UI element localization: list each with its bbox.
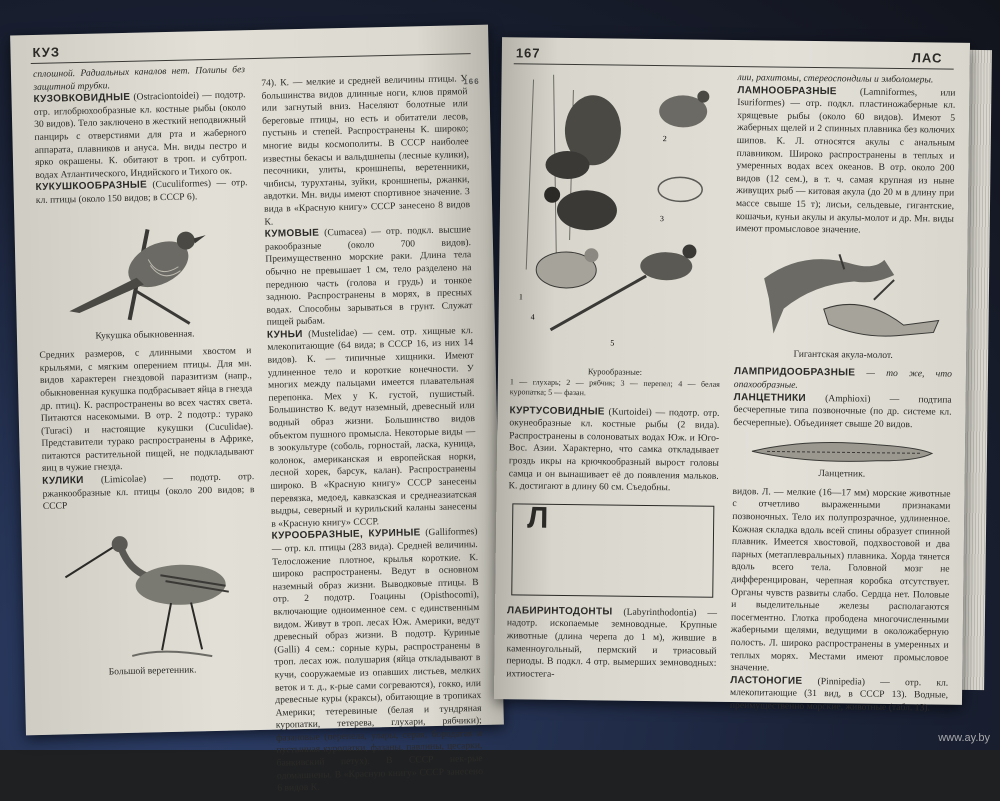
entry-headword: КУРООБРАЗНЫЕ, КУРИНЫЕ <box>271 527 421 543</box>
entry-headword: КУРТУСОВИДНЫЕ <box>509 404 605 418</box>
entry-text: — надотр. ископаемые земноводные. Крупные животные (длина черепа до 1 м), жившие в каменноугольный, пермский и триасовый периоды. В подкл. 4 отр. вымерших земноводных: ихтиостега- <box>506 607 718 680</box>
entry-headword: КУКУШКООБРАЗНЫЕ <box>35 179 148 194</box>
left-page-number: 166 <box>463 76 480 87</box>
right-page-number: 167 <box>515 45 541 61</box>
entry-text: лии, рахитомы, стереоспондилы и эмболомеры. <box>737 72 934 86</box>
left-column-1 <box>33 64 259 680</box>
right-running-head: ЛАС <box>911 50 943 66</box>
figure-caption: Ланцетник. <box>818 468 866 480</box>
right-head-rule <box>514 63 954 69</box>
right-column-2 <box>730 72 956 715</box>
entry-text: — подотр. отр. окунеобразные кл. костные рыбы (2 вида). Распространены в солоноватых водах Юж. и Юго-Вос. Азии. Характерно, что самка откладывает гроздь икры на крючкообразный вырост головы самца и он вынашивает её до появления мальков. К. достигают в длину 60 см. Съедобны. <box>508 406 720 494</box>
figure-caption: 1 — глухарь; 2 — рябчик; 3 — перепел; 4 — белая куропатка; 5 — фазан. <box>509 376 720 397</box>
entry-headword: ЛАНЦЕТНИКИ <box>733 391 806 404</box>
entry-headword: ЛАМНООБРАЗНЫЕ <box>737 84 837 97</box>
right-column-1 <box>506 69 723 683</box>
left-running-head: КУЗ <box>32 44 61 61</box>
figure-caption-title: Курообразные: <box>587 366 643 377</box>
entry-latin: (Amphioxi) <box>825 392 871 405</box>
entry-headword: ЛАСТОНОГИЕ <box>730 674 803 687</box>
entry-text: — отр. подкл. пластиножаберные кл. хрящевые рыбы (около 60 видов). Имеют 5 жаберных щелей и 2 спинных плавника без колючих шипов. К. Л. относятся акулы с анальным плавником. Широко распространены в теплых и умеренных водах всех океанов. В отр. около 200 видов (12 сем.), в т. ч. самая крупная из ныне живущих рыб — китовая акула (до 20 м в длину при массе свыше 15 т); лисьи, сельдевые, гигантские, кошачьи, куньи акулы и акулы-молот и др. Мн. виды имеют промысловое значение. <box>735 97 956 236</box>
intro-text: сплошной. Радиальных каналов нет. Полипы без защитной трубки. <box>32 64 246 93</box>
entry-latin: (Kurtoidei) <box>608 406 652 418</box>
svg-text:2: 2 <box>662 134 667 144</box>
entry-latin: (Labyrinthodontia) <box>623 606 697 619</box>
svg-text:1: 1 <box>518 292 523 302</box>
entry-text: Средних размеров, с длинными хвостом и крыльями, с мягким оперением птицы. Для мн. видов характерен гнездовой паразитизм (напр., обыкновенная кукушка подбрасывает яйца в гнезда др. птиц). К. распространены во всех частях света. Питаются насекомыми. В отр. 2 подотр.: турако (Turaci) и настоящие кукушки (Cuculidae). Представители турако распространены в Африке, питаются растительной пищей, не подкладывают яиц в чужие гнезда. <box>39 345 254 475</box>
entry-latin: (Cumacea) <box>324 226 367 239</box>
entry-latin: (Ostraciontoidei) <box>133 90 200 103</box>
entry-text: — подотр. отр. иглобрюхообразные кл. костные рыбы (около 30 видов). Тело заключено в жесткий неподвижный панцирь с отверстиями для рта и жаберного аппарата, плавников и ануса. Мн. виды пестро и ярко окрашены. К. обитают в троп. и субтроп. водах Атлантического, Индийского и Тихого ок. <box>33 89 248 181</box>
godwit-illustration <box>59 513 242 667</box>
cuckoo-illustration <box>57 207 230 331</box>
entry-text: видов. Л. — мелкие (16—17 мм) морские животные с отчетливо выраженными признаками позвоночных. Тело их полупрозрачное, удлиненное. Кожная складка вдоль всей спины образует спинной плавник. Имеется хвостовой, подхвостовой и два парных (метаплевральных) плавника. Хорда тянется вдоль всего тела. Головной мозг не дифференцирован, черепная коробка отсутствует. Органы чувств развиты слабо. Сердца нет. Половые и выделительные железы располагаются посегментно. Глотка прободена многочисленными жаберными щелями, ведущими в околожаберную полость. Л. широко распространены в умеренных и теплых морях. Местами имеют промысловое значение. <box>730 485 951 674</box>
entry-latin: (Limicolae) <box>100 473 147 486</box>
left-page <box>10 25 504 794</box>
lancelet-illustration <box>747 433 937 469</box>
entry-text: — подтипа бесчерепные типа позвоночные (по др. системе кл. бесчерепные). Объединяет свыше 20 видов. <box>733 393 952 430</box>
entry-latin: (Galliformes) <box>425 526 478 539</box>
entry-headword: ЛАБИРИНТОДОНТЫ <box>506 605 613 618</box>
watermark: www.ay.by <box>938 732 990 744</box>
svg-text:3: 3 <box>659 214 664 224</box>
entry-text: — отр. кл. млекопитающие (31 вид, в СССР 13). Водные, преимущественно морские, животные (табл. 13). <box>729 676 949 714</box>
figure-caption: Кукушка обыкновенная. <box>95 327 195 342</box>
section-letter: Л <box>526 501 549 535</box>
hammerhead-shark-illustration <box>743 238 944 350</box>
right-page <box>494 37 970 714</box>
figure-caption: Большой веретенник. <box>108 664 197 678</box>
entry-headword: КУЛИКИ <box>42 475 84 487</box>
entry-headword: КУМОВЫЕ <box>264 227 320 240</box>
entry-latin: (Lamniformes, или Isuriformes) <box>737 86 956 109</box>
entry-text: — то же, что опахообразные. <box>733 367 953 391</box>
entry-headword: ЛАМПРИДООБРАЗНЫЕ <box>733 366 856 379</box>
entry-latin: (Pinnipedia) <box>817 675 866 688</box>
entry-headword: КУЗОВКОВИДНЫЕ <box>33 91 131 106</box>
left-head-rule <box>31 53 471 64</box>
entry-text: — отр. подкл. высшие ракообразные (около 700 видов). Преимущественно морские раки. Длина тела обычно не превышает 1 см, тело разделено на переднюю часть (голова и грудь) и тонкое заднюю. Распространены в морях, в пресных водах. Способны зарываться в грунт. Служат пищей рыбам. <box>264 224 473 329</box>
galliformes-illustration <box>510 69 724 367</box>
entry-text: — отр. кл. птицы (283 вида). Средней величины. Телосложение плотное, крылья короткие. К. широко распространены. Ведут в основном наземный образ жизни. Выводковые птицы. В отр. 2 подотр. Гоацины (Opisthocomi), включающие одноименное сем. с единственным видом. Живут в троп. лесах Юж. Америки, ведут древесный образ жизни. В подотр. Куриные (Galli) 4 сем.: сорные куры, распространены в троп. лесах юж. полушария (яйца откладывают в кучи, сооружаемые из опавших листьев, мелких веток и т. д., к-рые сами согреваются), гокко, или древесные куры (краксы), обитающие в тропиках Америки; тетеревиные (белая и тундряная куропатки, тетерева, глухари, рябчики); фазановые (перепела, улары, серая, бородатая и пустынная куропатки, фазаны, павлины, цесарки, банкивский петух). В СССР нек-рые одомашнены. В «Красную книгу» СССР занесено 6 видов К. <box>271 539 484 794</box>
letter-section-box <box>511 503 714 597</box>
entry-text: — подотр. отр. ржанкообразные кл. птицы (около 200 видов; в СССР <box>42 471 255 513</box>
svg-text:4: 4 <box>530 312 535 322</box>
entry-text: — сем. отр. хищные кл. млекопитающие (64 вида; в СССР 16, из них 14 видов). К. — типичные хищники. Имеют удлиненное тело и короткие конечности. У многих между пальцами имеется плавательная перепонка. Мех у К. густой, пушистый. Большинство К. ведут наземный, древесный или водный образ жизни. Большинство видов объектом пушного промысла. Некоторые виды — в зоокультуре (соболь, горностай, ласка, куница, колонок, американская и европейская норки, лесной хорек, барсук, калан). Распространены широко. В «Красную книгу» СССР занесены перевязка, медоед, кавказская и среднеазиатская выдры, северный и курильский каланы занесены в «Красную книгу» СССР. <box>267 324 478 530</box>
entry-latin: (Cuculiformes) <box>152 178 212 191</box>
svg-text:5: 5 <box>610 338 615 348</box>
entry-latin: (Mustelidae) <box>308 327 358 340</box>
entry-text: 74). К. — мелкие и средней величины птицы. У большинства видов длинные ноги, клюв прямой или загнутый вниз. Населяют болотные или береговые птицы, но есть и обитатели лесов, пустынь и степей. Распространены К. широко; многие виды космополиты. В СССР наиболее известны бекасы и вальдшнепы (лесные кулики), песочники, улиты, кроншнепы, веретенники, чибисы, турухтаны, зуйки, кроншнепы, ржанки, авдотки. Мн. виды имеют спортивное значение. 3 вида в «Красную книгу» СССР занесено 8 видов К. <box>261 73 471 228</box>
left-column-2 <box>261 73 483 795</box>
entry-headword: КУНЬИ <box>266 328 303 341</box>
entry-text: — отр. кл. птицы (около 150 видов; в СССР 6). <box>35 177 248 206</box>
figure-caption: Гигантская акула-молот. <box>793 348 893 361</box>
